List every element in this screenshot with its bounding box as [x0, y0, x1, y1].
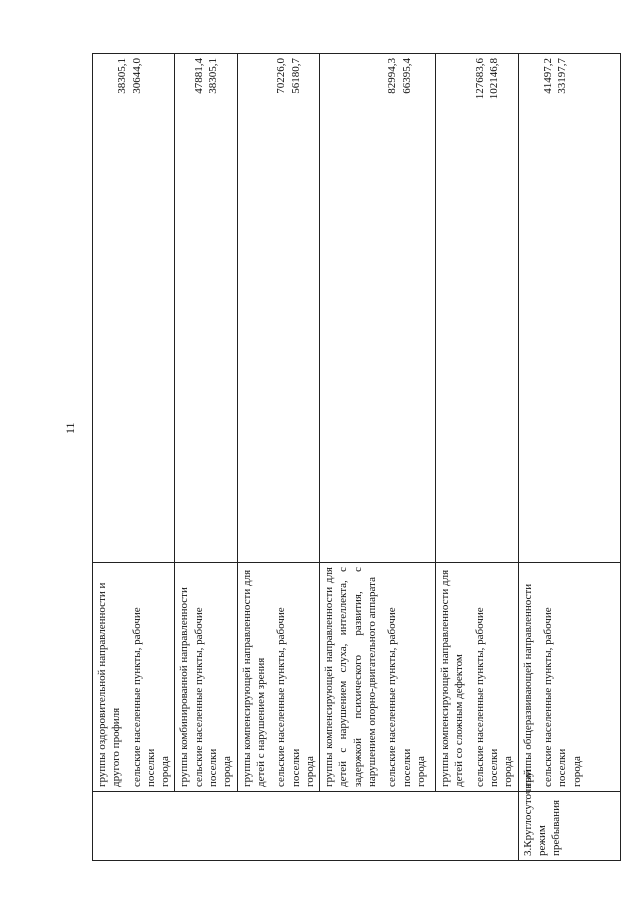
value-cell [93, 54, 175, 563]
subgroup-rural-label: сельские населенные пункты, рабочие поселки [130, 607, 157, 787]
subgroup-city-label: города [221, 756, 234, 787]
category-cell [93, 792, 519, 861]
subgroup-rural-label: сельские населенные пункты, рабочие поселки [386, 607, 413, 787]
value-city: 33197,7 [556, 58, 569, 94]
value-cell [518, 54, 620, 563]
subgroup-city-label: города [502, 756, 515, 787]
rotated-table-container [92, 58, 583, 861]
page-number: 11 [63, 422, 77, 434]
value-cell [237, 54, 319, 563]
subgroup-rural-label: сельские населенные пункты, рабочие поселки [275, 607, 302, 787]
value-cell [175, 54, 237, 563]
group-cell [320, 563, 436, 792]
group-label: группы оздоровительной направленности и другого профиля [96, 582, 123, 787]
table-row [320, 54, 436, 861]
table-row [436, 54, 518, 861]
value-cell [436, 54, 518, 563]
group-label: группы компенсирующей направленности для детей со сложным дефектом [439, 569, 466, 787]
group-label: группы комбинированной направленности [178, 587, 191, 787]
value-city: 66395,4 [400, 58, 413, 94]
value-rural: 41497,2 [541, 58, 554, 94]
table-row [237, 54, 319, 861]
group-cell [237, 563, 319, 792]
value-city: 102146,8 [488, 58, 501, 100]
cost-table [92, 53, 621, 861]
value-rural: 82994,3 [386, 58, 399, 94]
group-cell [518, 563, 620, 792]
group-cell [175, 563, 237, 792]
subgroup-city-label: города [414, 756, 427, 787]
subgroup-rural-label: сельские населенные пункты, рабочие поселки [473, 607, 501, 787]
table-row [175, 54, 237, 861]
table-row [93, 54, 175, 861]
group-label: группы компенсирующей направленности для детей с нарушением зрения [240, 569, 267, 787]
value-city: 56180,7 [289, 58, 302, 94]
value-rural: 70226,0 [275, 58, 288, 94]
subgroup-city-label: города [570, 756, 583, 787]
value-rural: 38305,1 [116, 58, 129, 94]
group-cell [436, 563, 518, 792]
group-label: группы компенсирующей направленности для детей с нарушением слуха, интеллекта, с задержкой психического развития, с нарушением опорно-двигательного аппарата [323, 567, 379, 787]
value-city: 30644,0 [130, 58, 143, 94]
group-cell [93, 563, 175, 792]
value-cell [320, 54, 436, 563]
value-rural: 47881,4 [192, 58, 205, 94]
subgroup-city-label: города [303, 756, 316, 787]
value-city: 38305,1 [207, 58, 220, 94]
subgroup-rural-label: сельские населенные пункты, рабочие поселки [192, 607, 220, 787]
group-label: группы общеразвивающей направленности [521, 583, 534, 787]
table-row [518, 54, 620, 861]
value-rural: 127683,6 [473, 58, 486, 100]
category-label: 3.Круглосуточный режим пребывания [521, 769, 563, 856]
subgroup-rural-label: сельские населенные пункты, рабочие поселки [541, 607, 569, 787]
subgroup-city-label: города [159, 756, 172, 787]
